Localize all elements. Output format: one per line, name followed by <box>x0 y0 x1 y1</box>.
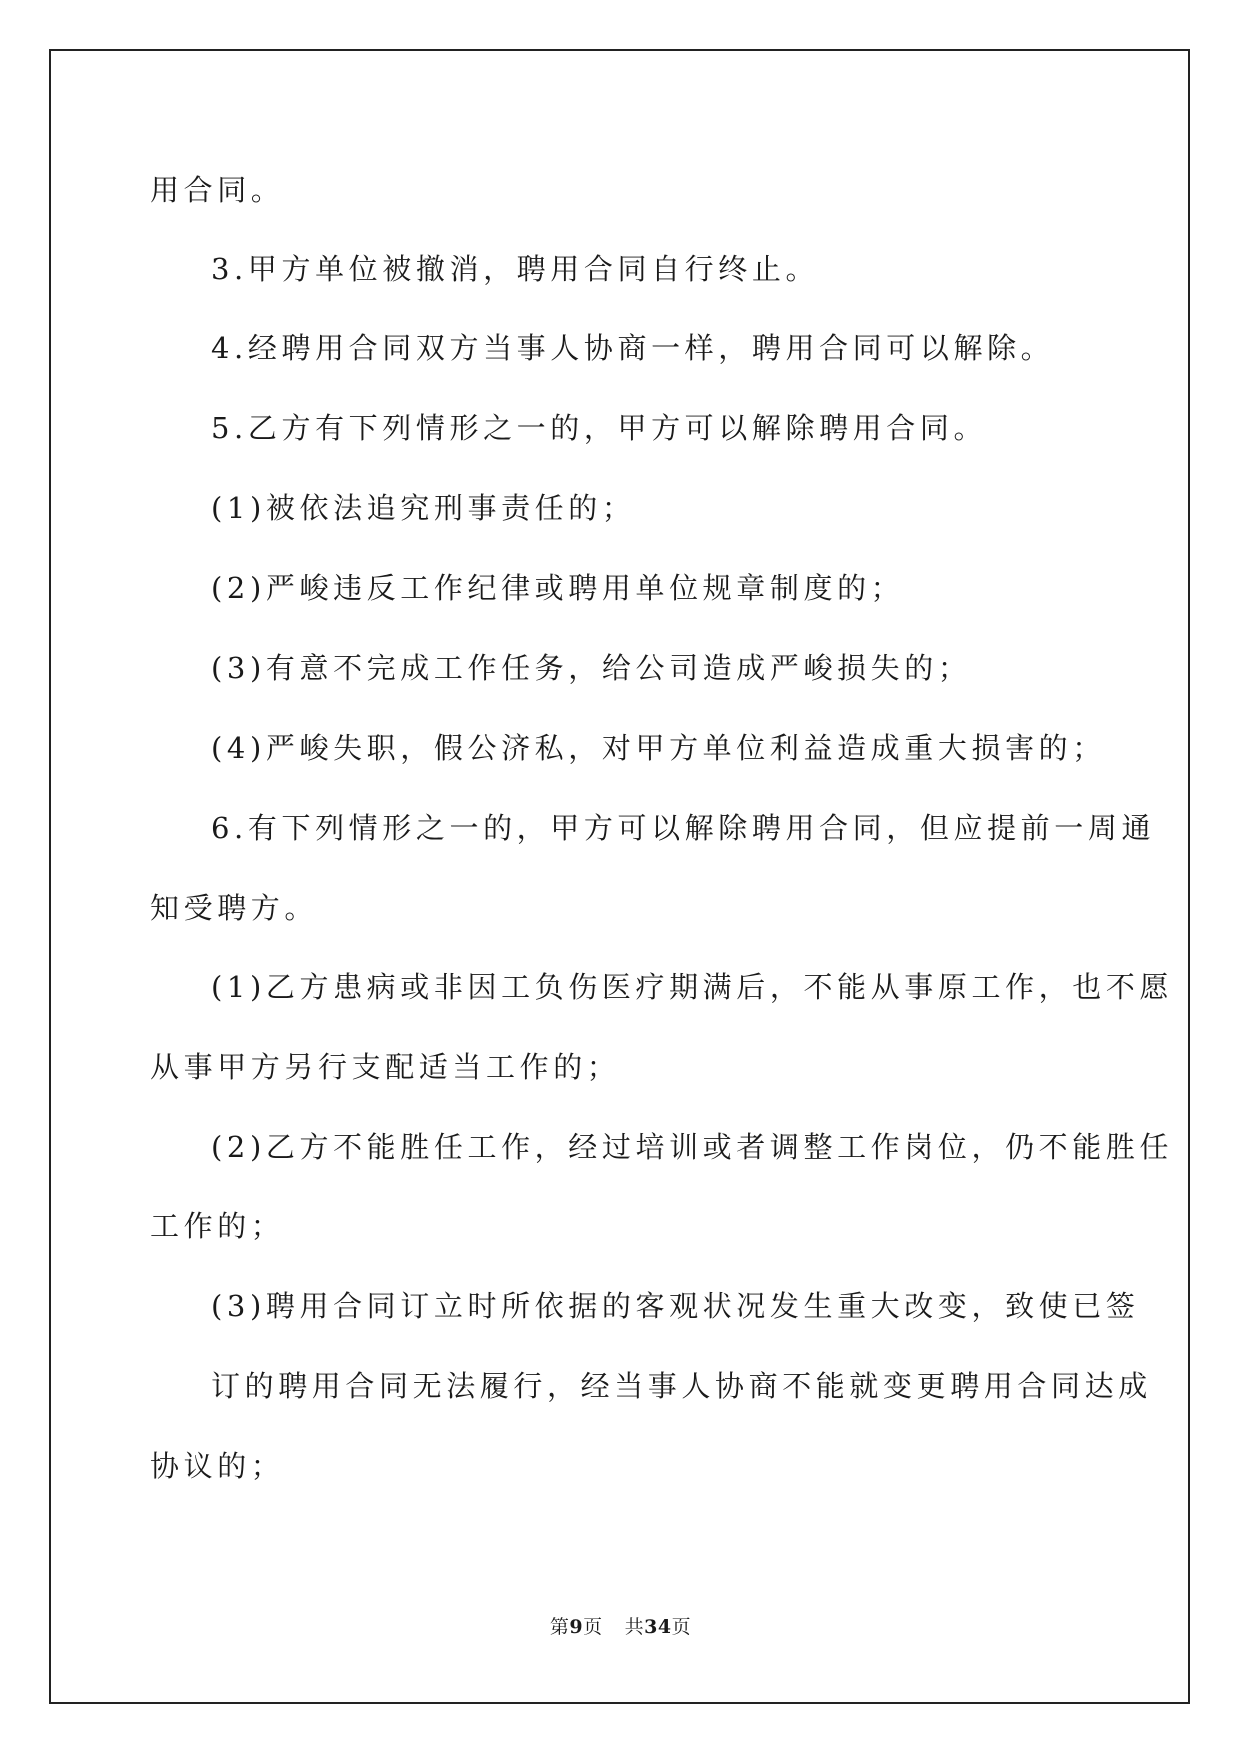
body-line: (1)被依法追究刑事责任的； <box>211 491 636 525</box>
body-line: 3.甲方单位被撤消，聘用合同自行终止。 <box>211 252 820 286</box>
body-line: (4)严峻失职，假公济私，对甲方单位利益造成重大损害的； <box>211 731 1106 765</box>
body-line: (1)乙方患病或非因工负伤医疗期满后，不能从事原工作，也不愿 <box>211 970 1174 1004</box>
body-line: 4.经聘用合同双方当事人协商一样，聘用合同可以解除。 <box>211 331 1055 365</box>
page-prefix: 第 <box>549 1616 570 1638</box>
body-line: (2)乙方不能胜任工作，经过培训或者调整工作岗位，仍不能胜任 <box>211 1130 1174 1164</box>
total-prefix: 共 <box>624 1616 645 1638</box>
body-line: (2)严峻违反工作纪律或聘用单位规章制度的； <box>211 571 905 605</box>
total-suffix: 页 <box>671 1616 692 1638</box>
total-pages: 34 <box>644 1616 672 1638</box>
page-number: 9 <box>569 1616 584 1638</box>
body-line: 5.乙方有下列情形之一的，甲方可以解除聘用合同。 <box>211 411 988 445</box>
page-footer <box>0 1615 1241 1639</box>
body-line: (3)聘用合同订立时所依据的客观状况发生重大改变，致使已签 <box>211 1289 1140 1323</box>
body-line: 知受聘方。 <box>150 891 319 925</box>
body-line: 工作的； <box>150 1209 285 1243</box>
body-line: 用合同。 <box>150 173 285 207</box>
page-suffix: 页 <box>583 1616 603 1638</box>
body-line: 协议的； <box>150 1449 285 1483</box>
body-line: 从事甲方另行支配适当工作的； <box>150 1050 621 1084</box>
body-line: 订的聘用合同无法履行，经当事人协商不能就变更聘用合同达成 <box>211 1369 1152 1403</box>
body-line: (3)有意不完成工作任务，给公司造成严峻损失的； <box>211 651 972 685</box>
body-line: 6.有下列情形之一的，甲方可以解除聘用合同，但应提前一周通 <box>211 811 1156 845</box>
